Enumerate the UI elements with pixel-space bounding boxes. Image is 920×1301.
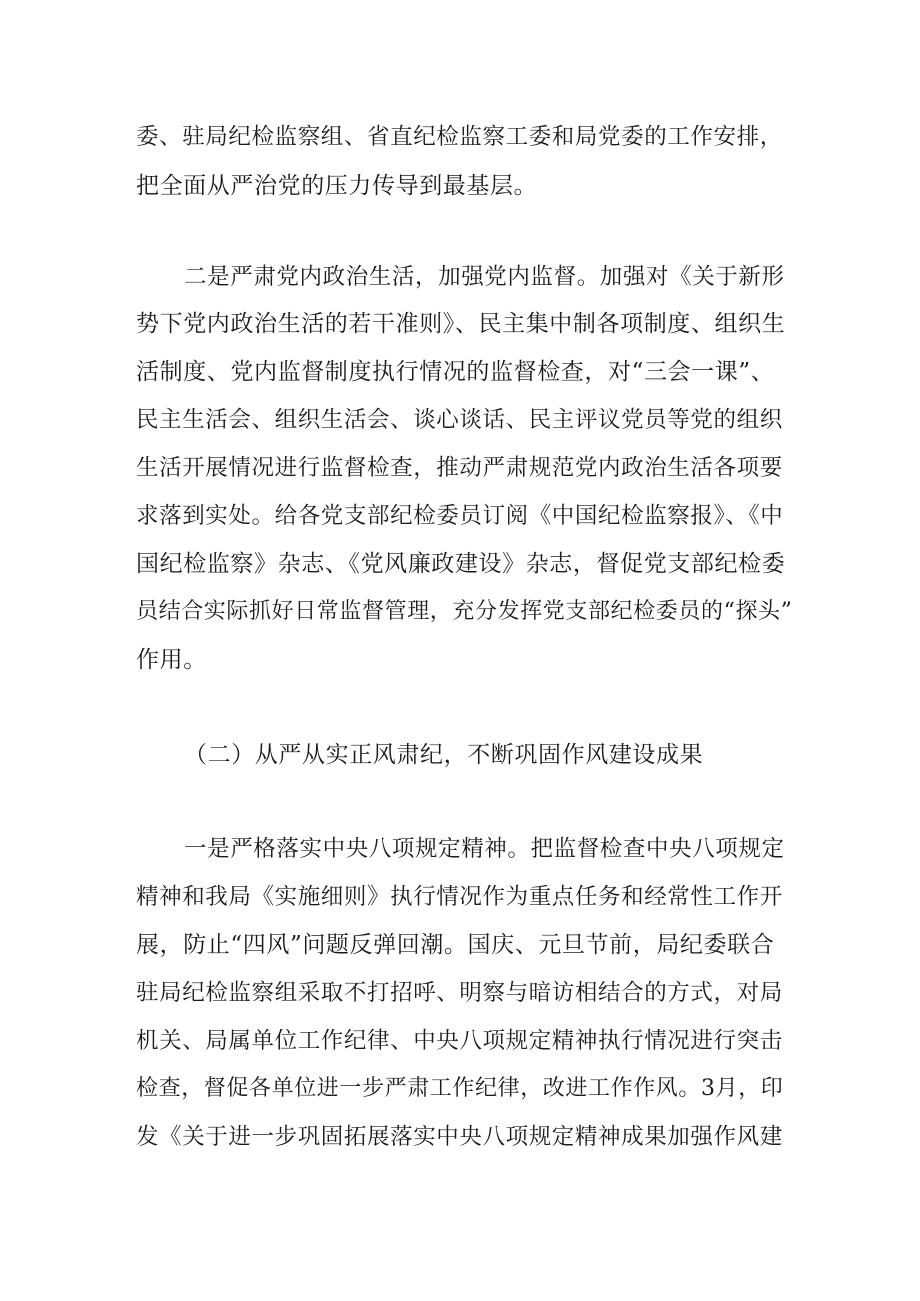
- paragraph-3-line-4: 驻局纪检监察组采取不打招呼、明察与暗访相结合的方式，对局: [136, 980, 783, 1006]
- paragraph-3-line-1: 一是严格落实中央八项规定精神。把监督检查中央八项规定: [184, 836, 785, 862]
- paragraph-2-line-8: 员结合实际抓好日常监督管理，充分发挥党支部纪检委员的“探头”: [136, 599, 793, 624]
- section-heading: （二）从严从实正风肃纪，不断巩固作风建设成果: [184, 742, 704, 768]
- paragraph-2-line-2: 势下党内政治生活的若干准则》、民主集中制各项制度、组织生: [136, 311, 786, 337]
- paragraph-3-line-5: 机关、局属单位工作纪律、中央八项规定精神执行情况进行突击: [136, 1028, 783, 1054]
- paragraph-3-line-3: 展，防止“四风”问题反弹回潮。国庆、元旦节前，局纪委联合: [136, 932, 775, 958]
- paragraph-2-line-9: 作用。: [136, 647, 207, 673]
- paragraph-2-line-4: 民主生活会、组织生活会、谈心谈话、民主评议党员等党的组织: [136, 407, 783, 433]
- paragraph-1-line-2: 把全面从严治党的压力传导到最基层。: [136, 173, 538, 199]
- paragraph-3-line-2: 精神和我局《实施细则》执行情况作为重点任务和经常性工作开: [136, 884, 783, 910]
- paragraph-2-line-7: 国纪检监察》杂志、《党风廉政建设》杂志，督促党支部纪检委: [136, 551, 786, 577]
- paragraph-2-line-5: 生活开展情况进行监督检查，推动严肃规范党内政治生活各项要: [136, 455, 783, 481]
- paragraph-2-line-1: 二是严肃党内政治生活，加强党内监督。加强对《关于新形: [184, 264, 785, 290]
- paragraph-2-line-6: 求落到实处。给各党支部纪检委员订阅《中国纪检监察报》、《中: [136, 503, 784, 529]
- paragraph-3-line-6: 检查，督促各单位进一步严肃工作纪律，改进工作作风。3月，印: [136, 1076, 784, 1101]
- paragraph-3-line-7: 发《关于进一步巩固拓展落实中央八项规定精神成果加强作风建: [136, 1124, 783, 1150]
- paragraph-2-line-3: 活制度、党内监督制度执行情况的监督检查，对“三会一课”、: [136, 359, 775, 385]
- paragraph-1-line-1: 委、驻局纪检监察组、省直纪检监察工委和局党委的工作安排，: [136, 124, 783, 150]
